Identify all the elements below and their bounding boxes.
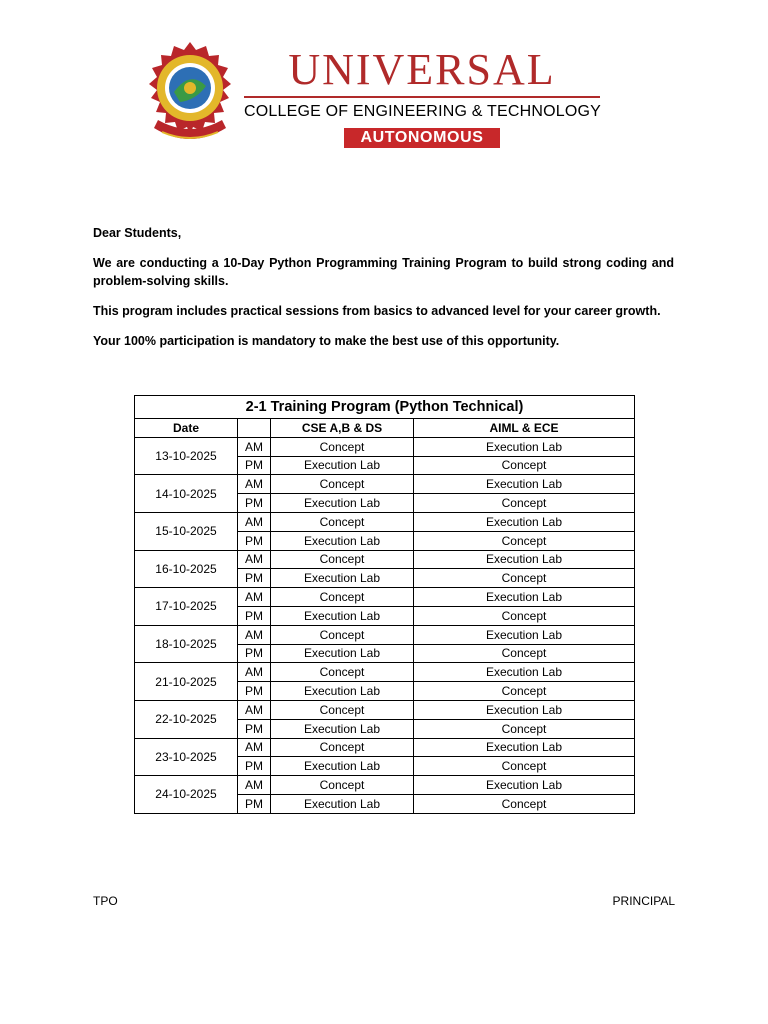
cse-cell: Execution Lab xyxy=(271,569,414,588)
session-cell: PM xyxy=(238,794,271,813)
aiml-cell: Execution Lab xyxy=(414,776,635,795)
cse-cell: Concept xyxy=(271,776,414,795)
session-cell: PM xyxy=(238,644,271,663)
paragraph-content: This program includes practical sessions from basics to advanced level for your career growth. xyxy=(93,304,661,318)
session-cell: AM xyxy=(238,700,271,719)
table-row xyxy=(135,550,635,569)
cse-cell: Concept xyxy=(271,437,414,456)
aiml-cell: Execution Lab xyxy=(414,700,635,719)
principal-signature: PRINCIPAL xyxy=(612,894,675,908)
salutation: Dear Students, xyxy=(93,226,182,240)
cse-cell: Concept xyxy=(271,475,414,494)
aiml-cell: Execution Lab xyxy=(414,550,635,569)
paragraph-participation: Your 100% participation is mandatory to make the best use of this opportunity. xyxy=(93,334,560,348)
table-title: 2-1 Training Program (Python Technical) xyxy=(135,396,635,419)
session-cell: PM xyxy=(238,719,271,738)
cse-cell: Execution Lab xyxy=(271,719,414,738)
header-aiml: AIML & ECE xyxy=(414,419,635,438)
cse-cell: Concept xyxy=(271,700,414,719)
session-cell: AM xyxy=(238,475,271,494)
session-cell: AM xyxy=(238,738,271,757)
cse-cell: Execution Lab xyxy=(271,494,414,513)
date-cell: 15-10-2025 xyxy=(135,512,238,550)
table-row xyxy=(135,588,635,607)
date-cell: 18-10-2025 xyxy=(135,625,238,663)
aiml-cell: Execution Lab xyxy=(414,512,635,531)
aiml-cell: Concept xyxy=(414,794,635,813)
session-cell: PM xyxy=(238,456,271,475)
cse-cell: Execution Lab xyxy=(271,606,414,625)
cse-cell: Concept xyxy=(271,625,414,644)
session-cell: PM xyxy=(238,757,271,776)
date-cell: 16-10-2025 xyxy=(135,550,238,588)
table-row xyxy=(135,700,635,719)
table-row xyxy=(135,437,635,456)
aiml-cell: Concept xyxy=(414,531,635,550)
date-cell: 23-10-2025 xyxy=(135,738,238,776)
cse-cell: Concept xyxy=(271,550,414,569)
date-cell: 21-10-2025 xyxy=(135,663,238,701)
table-row xyxy=(135,663,635,682)
aiml-cell: Execution Lab xyxy=(414,437,635,456)
session-cell: AM xyxy=(238,512,271,531)
aiml-cell: Concept xyxy=(414,606,635,625)
brand-block xyxy=(244,46,600,148)
table-row xyxy=(135,738,635,757)
session-cell: PM xyxy=(238,569,271,588)
table-row xyxy=(135,512,635,531)
aiml-cell: Concept xyxy=(414,494,635,513)
aiml-cell: Concept xyxy=(414,682,635,701)
session-cell: AM xyxy=(238,776,271,795)
aiml-cell: Concept xyxy=(414,757,635,776)
letterhead xyxy=(140,40,610,155)
aiml-cell: Execution Lab xyxy=(414,663,635,682)
date-cell: 24-10-2025 xyxy=(135,776,238,814)
paragraph-intro: We are conducting a 10-Day Python Programming Training Program to build strong coding and problem-solving skills. xyxy=(93,256,674,288)
aiml-cell: Concept xyxy=(414,644,635,663)
aiml-cell: Execution Lab xyxy=(414,475,635,494)
aiml-cell: Execution Lab xyxy=(414,588,635,607)
session-cell: PM xyxy=(238,682,271,701)
aiml-cell: Execution Lab xyxy=(414,738,635,757)
session-cell: AM xyxy=(238,437,271,456)
date-cell: 22-10-2025 xyxy=(135,700,238,738)
header-cse: CSE A,B & DS xyxy=(271,419,414,438)
cse-cell: Execution Lab xyxy=(271,531,414,550)
header-date: Date xyxy=(135,419,238,438)
schedule-body xyxy=(135,437,635,813)
college-subtitle: COLLEGE OF ENGINEERING & TECHNOLOGY xyxy=(244,103,601,120)
table-row xyxy=(135,776,635,795)
table-row xyxy=(135,625,635,644)
cse-cell: Concept xyxy=(271,663,414,682)
cse-cell: Execution Lab xyxy=(271,794,414,813)
aiml-cell: Concept xyxy=(414,569,635,588)
cse-cell: Execution Lab xyxy=(271,644,414,663)
letter-body xyxy=(93,224,674,362)
header-session xyxy=(238,419,271,438)
aiml-cell: Execution Lab xyxy=(414,625,635,644)
session-cell: AM xyxy=(238,625,271,644)
session-cell: PM xyxy=(238,606,271,625)
brand-divider xyxy=(244,96,600,98)
session-cell: AM xyxy=(238,588,271,607)
cse-cell: Concept xyxy=(271,588,414,607)
session-cell: PM xyxy=(238,494,271,513)
autonomous-badge: AUTONOMOUS xyxy=(344,128,500,148)
date-cell: 17-10-2025 xyxy=(135,588,238,626)
cse-cell: Concept xyxy=(271,738,414,757)
cse-cell: Execution Lab xyxy=(271,456,414,475)
session-cell: PM xyxy=(238,531,271,550)
college-seal-icon xyxy=(140,40,240,152)
college-name: UNIVERSAL xyxy=(288,45,556,94)
date-cell: 14-10-2025 xyxy=(135,475,238,513)
cse-cell: Execution Lab xyxy=(271,757,414,776)
session-cell: AM xyxy=(238,663,271,682)
cse-cell: Execution Lab xyxy=(271,682,414,701)
tpo-signature: TPO xyxy=(93,894,118,908)
table-row xyxy=(135,475,635,494)
aiml-cell: Concept xyxy=(414,719,635,738)
cse-cell: Concept xyxy=(271,512,414,531)
aiml-cell: Concept xyxy=(414,456,635,475)
date-cell: 13-10-2025 xyxy=(135,437,238,475)
session-cell: AM xyxy=(238,550,271,569)
training-schedule-table xyxy=(134,395,635,813)
